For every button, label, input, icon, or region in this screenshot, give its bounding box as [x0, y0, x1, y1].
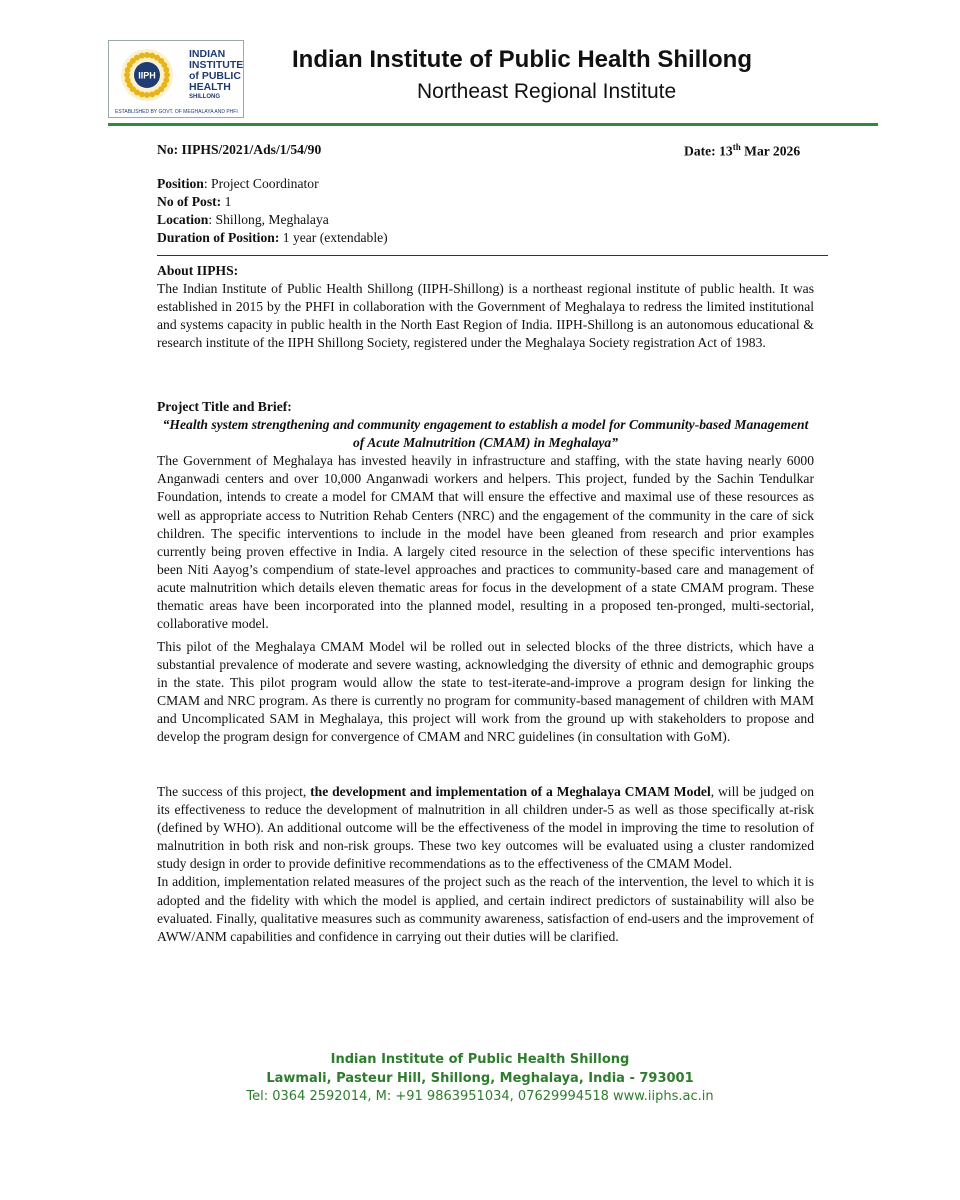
- sunburst-ray: [125, 77, 131, 83]
- page-title: Indian Institute of Public Health Shillong: [292, 46, 752, 73]
- position-label: Position: [157, 176, 204, 191]
- institute-logo: [108, 40, 244, 118]
- sunburst-ray: [149, 91, 155, 97]
- footer-address: Lawmali, Pasteur Hill, Shillong, Meghalaya, India - 793001: [266, 1071, 694, 1086]
- logo-established-text: ESTABLISHED BY GOVT. OF MEGHALAYA AND PHFI: [115, 109, 238, 115]
- project-paragraph-4: In addition, implementation related measures of the project such as the reach of the intervention, the level to which it is adopted and the fidelity with which the model is applied, and certain indirect predictors of sustainability will also be evaluated. Finally, qualitative measures such as community awareness, satisfaction of end-users and the improvement of AWW/ANM capabilities and confidence in carrying out their duties will be clarified.: [157, 874, 814, 944]
- footer-contact: Tel: 0364 2592014, M: +91 9863951034, 07629994518 www.iiphs.ac.in: [246, 1089, 714, 1104]
- project-paragraph-1: The Government of Meghalaya has invested heavily in infrastructure and staffing, with the state having nearly 6000 Anganwadi centers and over 10,000 Anganwadi workers and helpers. This project, funded by the Sachin Tendulkar Foundation, intends to create a model for CMAM that will ensure the effective and maximal use of these resources as well as appropriate access to Nutrition Rehab Centers (NRC) and the engagement of the community in the care of sick children. The specific interventions to include in the model have been gleaned from research and prior examples currently being proven effective in India. A largely cited resource in the selection of these specific interventions has been Niti Aayog’s compendium of state-level approaches and practices to community-based care and management of acute malnutrition which details eleven thematic areas for focus in the development of a state CMAM program. These thematic areas have been incorporated into the planned model, resulting in a proposed ten-pronged, multi-sectorial, collaborative model.: [157, 453, 814, 632]
- logo-line-2: INSTITUTE: [189, 59, 244, 71]
- duration-label: Duration of Position:: [157, 230, 280, 245]
- posts-label: No of Post:: [157, 194, 222, 209]
- sunburst-ray: [144, 92, 150, 98]
- project-section: [157, 398, 814, 633]
- logo-badge-text: IIPH: [138, 70, 156, 81]
- page-subtitle: Northeast Regional Institute: [417, 80, 677, 103]
- position-value: : Project Coordinator: [203, 176, 319, 191]
- para3-end: , will be judged on its effectiveness to reduce the development of malnutrition in all children under-5 as well as those specifically at-risk (defined by WHO). An additional outcome will be the effectiveness of the model in improving the time to resolution of malnutrition in both risk and non-risk groups. These two key outcomes will be evaluated using a cluster randomized study design in order to provide definitive recommendations as to the effectiveness of the CMAM Model.: [157, 784, 815, 872]
- sunburst-ray: [139, 53, 145, 59]
- about-heading: About IIPHS:: [157, 263, 239, 278]
- document-date: [684, 142, 800, 160]
- para3-bold-phrase: the development and implementation of a Meghalaya CMAM Model: [310, 784, 711, 799]
- project-title-quote: “Health system strengthening and community engagement to establish a model for Community-based Management of Acute Malnutrition (CMAM) in Meghalaya”: [162, 417, 809, 451]
- header-divider: [108, 123, 878, 126]
- project-paragraph-2: This pilot of the Meghalaya CMAM Model wil be rolled out in selected blocks of the three districts, which have a substantial prevalence of moderate and severe wasting, acknowledging the diversity of ethnic and demographic groups in the state. This pilot program would allow the state to test-iterate-and-improve a program design for linking the CMAM and NRC program. As there is currently no program for community-based management of children with MAM and Uncomplicated SAM in Meghalaya, this project will work from the ground up with stakeholders to propose and develop the program design for convergence of CMAM and NRC guidelines (in consultation with GoM).: [157, 639, 814, 745]
- location-value: : Shillong, Meghalaya: [208, 212, 329, 227]
- about-section: [157, 262, 814, 352]
- reference-number: No: IIPHS/2021/Ads/1/54/90: [157, 142, 322, 157]
- sunburst-ray: [163, 67, 169, 73]
- section-divider: [157, 255, 828, 256]
- date-prefix: Date: 13: [684, 143, 733, 159]
- duration-row: [157, 229, 388, 247]
- position-row: [157, 175, 388, 193]
- footer-institute-name: Indian Institute of Public Health Shillong: [330, 1052, 630, 1067]
- location-row: [157, 211, 388, 229]
- location-label: Location: [157, 212, 209, 227]
- logo-line-1: INDIAN: [189, 48, 226, 60]
- sunburst-emblem-icon: [119, 47, 175, 103]
- logo-line-3: of PUBLIC: [189, 70, 241, 82]
- duration-value: 1 year (extendable): [279, 230, 388, 245]
- logo-wordmark: [189, 49, 243, 101]
- about-text: The Indian Institute of Public Health Shillong (IIPH-Shillong) is a northeast regional institute of public health. It was established in 2015 by the PHFI in collaboration with the Government of Meghalaya to redress the limited institutional and systems capacity in public health in the North East Region of India. IIPH-Shillong is an autonomous educational & research institute of the IIPH Shillong Society, registered under the Meghalaya Society registration Act of 1983.: [157, 281, 814, 351]
- position-details: [157, 175, 388, 247]
- sunburst-ray: [164, 72, 170, 78]
- posts-value: 1: [221, 194, 232, 209]
- project-paragraph-2-block: [157, 638, 814, 747]
- project-heading: Project Title and Brief:: [157, 399, 292, 414]
- date-month-year: Mar 2026: [740, 143, 801, 159]
- posts-row: [157, 193, 388, 211]
- para3-start: The success of this project,: [157, 784, 311, 799]
- project-paragraph-3: [157, 783, 814, 873]
- project-paragraph-3-block: [157, 783, 814, 946]
- logo-line-5: SHILLONG: [189, 94, 220, 100]
- date-suffix-sup: th: [732, 142, 741, 152]
- logo-line-4: HEALTH: [189, 81, 231, 93]
- sunburst-ray: [144, 52, 150, 58]
- sunburst-ray: [124, 72, 130, 78]
